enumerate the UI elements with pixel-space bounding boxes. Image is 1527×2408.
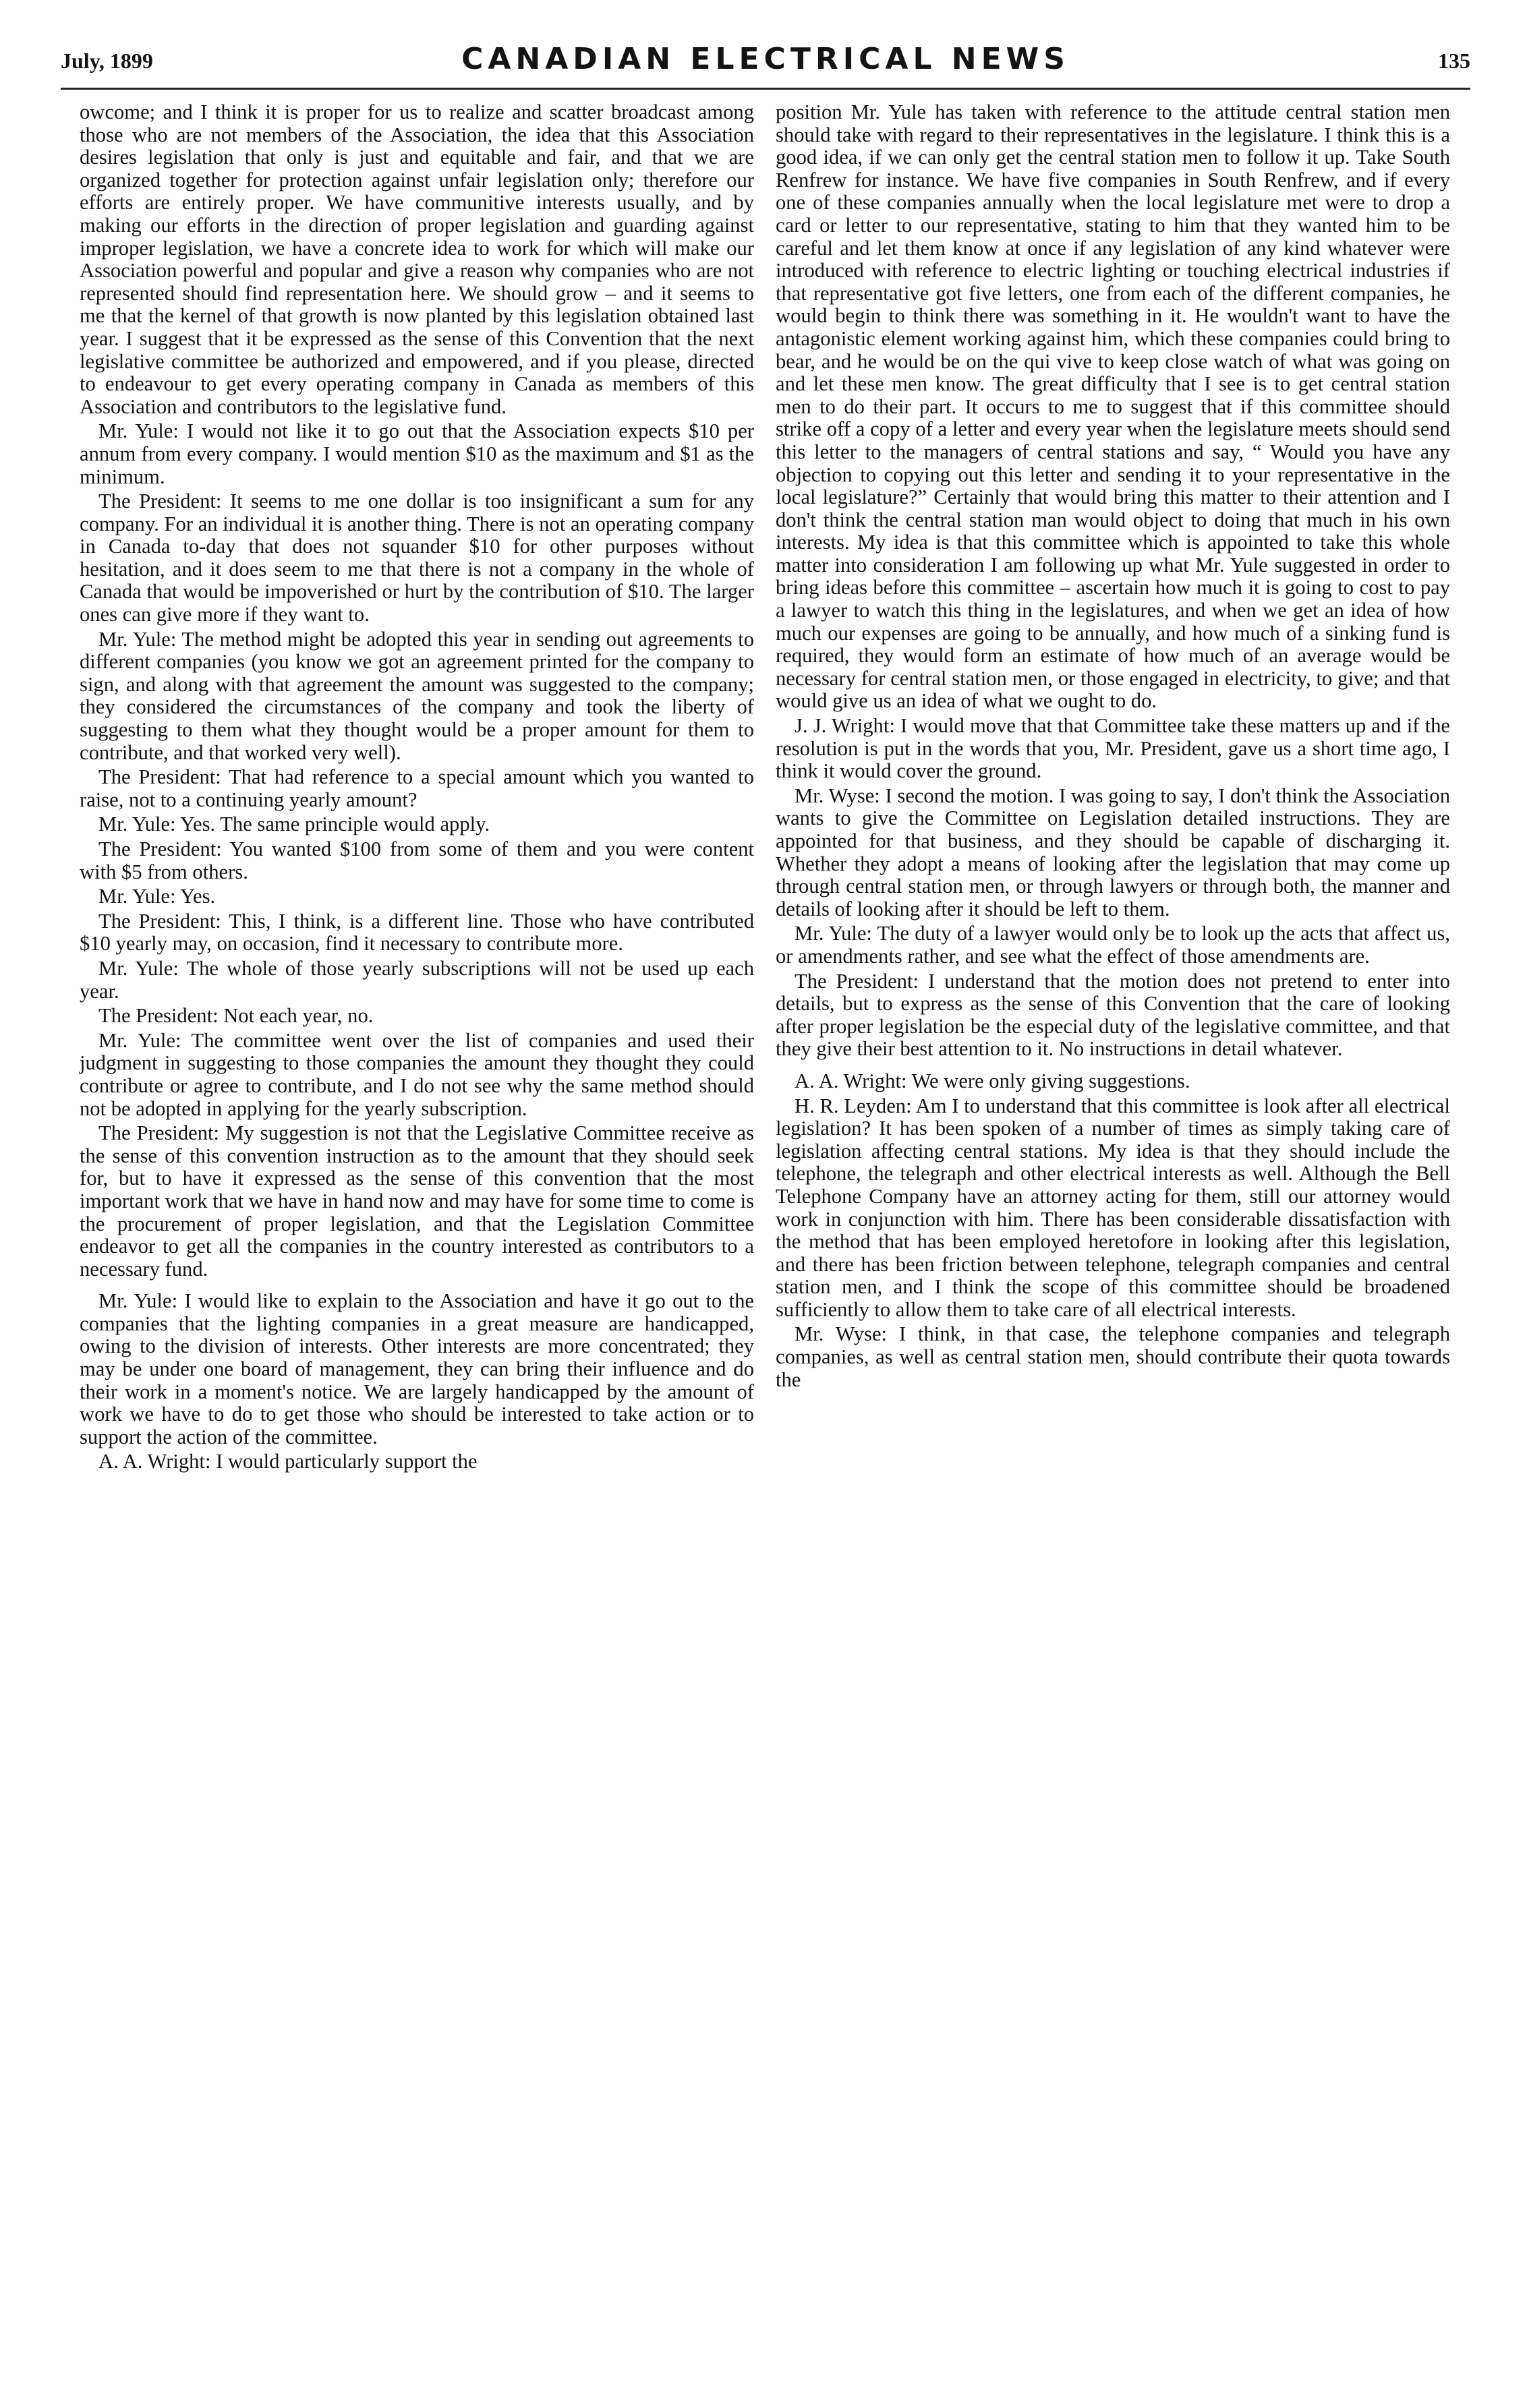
paragraph: Mr. Yule: The duty of a lawyer would only be to look up the acts that affect us, or amendments rather, and see what the effect of those amendments are.	[776, 922, 1450, 968]
publication-title: CANADIAN ELECTRICAL NEWS	[461, 42, 1070, 76]
paragraph: The President: Not each year, no.	[98, 1004, 374, 1028]
paragraph: J. J. Wright: I would move that that Committee take these matters up and if the resolution is put in the words that you, Mr. President, gave us a short time ago, I think it would cover the ground.	[776, 714, 1450, 783]
issue-date: July, 1899	[61, 49, 153, 73]
paragraph: Mr. Yule: I would not like it to go out that the Association expects $10 per annum from every company. I would mention $10 as the maximum and $1 as the minimum.	[80, 419, 754, 488]
paragraph: Mr. Yule: Yes.	[98, 885, 216, 908]
paragraph: The President: I understand that the motion does not pretend to enter into details, but to express as the sense of this Convention that the care of looking after proper legislation be the especial duty of the legislative committee, and that they give their best attention to it. No instructions in detail whatever.	[776, 969, 1450, 1061]
paragraph: The President: My suggestion is not that the Legislative Committee receive as the sense of this convention instruction as to the amount that they should seek for, but to have it expressed as the sense of this convention that the most important work that we have in hand now and may have for some time to come is the procurement of proper legislation, and that the Legislation Committee endeavor to get all the companies in the country interested as contributors to a necessary fund.	[80, 1121, 754, 1281]
page-header	[61, 39, 1470, 86]
paragraph: The President: You wanted $100 from some of them and you were content with $5 from others.	[80, 838, 754, 883]
paragraph: The President: This, I think, is a different line. Those who have contributed $10 yearly may, on occasion, find it necessary to contribute more.	[80, 909, 754, 956]
paragraph: position Mr. Yule has taken with reference to the attitude central station men should take with regard to their representatives in the legislature. I think this is a good idea, if we can only get the central station men to follow it up. Take South Renfrew for instance. We have five companies in South Renfrew, and if every one of these companies annually when the local legislature met were to drop a card or letter to our representative, stating to him that they wanted him to be careful and let them know at once if any legislation of any kind whatever were introduced with reference to electric lighting or touching electrical industries if that representative got five letters, one from each of the different companies, he would begin to think there was something in it. He wouldn't want to have the antagonistic element working against him, which these companies could bring to bear, and he would be on the qui vive to keep close watch of what was going on and let these men know. The great difficulty that I see is to get central station men to do their part. It occurs to me to suggest that if this committee should strike off a copy of a letter and every year when the legislature meets should send this letter to the managers of central stations and say, “ Would you have any objection to copying out this letter and sending it to your representative in the local legislature?” Certainly that would bring this matter to their attention and I don't think the central station man would object to doing that much in his own interests. My idea is that this committee which is appointed to take this whole matter into consideration I am following up what Mr. Yule suggested in order to bring ideas before this committee – ascertain how much it is going to cost to pay a lawyer to watch this thing in the legislatures, and when we get an idea of how much our expenses are going to be annually, and how much of a sinking fund is required, they would form an estimate of how much of an average would be necessary for central station men, or those engaged in electricity, to give; and that would give us an idea of what we ought to do.	[776, 100, 1450, 713]
paragraph: The President: It seems to me one dollar is too insignificant a sum for any company. For an individual it is another thing. There is not an operating company in Canada to-day that does not squander $10 for other purposes without hesitation, and it does seem to me that there is not a company in the whole of Canada that would be impoverished or hurt by the contribution of $10. The larger ones can give more if they want to.	[80, 490, 754, 626]
right-column	[776, 101, 1450, 1393]
paragraph: Mr. Yule: The whole of those yearly subscriptions will not be used up each year.	[80, 956, 754, 1003]
paragraph: Mr. Wyse: I second the motion. I was going to say, I don't think the Association wants to give the Committee on Legislation detailed instructions. They are appointed for that business, and they should be capable of discharging it. Whether they adopt a means of looking after the legislation that may come up through central station men, or through lawyers or through both, the manner and details of looking after it should be left to them.	[776, 784, 1450, 920]
paragraph: Mr. Yule: The committee went over the list of companies and used their judgment in suggesting to those companies the amount they thought they could contribute or agree to contribute, and I do not see why the same method should not be adopted in applying for the yearly subscription.	[80, 1028, 754, 1120]
paragraph: A. A. Wright: I would particularly support the	[98, 1450, 478, 1473]
paragraph: Mr. Yule: The method might be adopted this year in sending out agreements to different companies (you know we got an agreement printed for the company to sign, and along with that agreement the amount was suggested to the company; they considered the circumstances of the company and took the liberty of suggesting to them what they thought would be a proper amount for them to contribute, and that worked very well).	[80, 627, 754, 764]
paragraph: The President: That had reference to a special amount which you wanted to raise, not to a continuing yearly amount?	[80, 765, 754, 811]
paragraph: Mr. Yule: Yes. The same principle would apply.	[98, 813, 490, 836]
header-rule	[61, 88, 1470, 90]
paragraph: owcome; and I think it is proper for us to realize and scatter broadcast among those who are not members of the Association, the idea that this Association desires legislation that only is just and equitable and fair, and that we are organized together for protection against unfair legislation only; therefore our efforts are entirely proper. We have communitive interests usually, and by making our efforts in the direction of proper legislation and guarding against improper legislation, we have a concrete idea to work for which will make our Association powerful and popular and give a reason why companies who are not represented should find representation here. We should grow – and it seems to me that the kernel of that growth is now planted by this legislation obtained last year. I suggest that it be expressed as the sense of this Convention that the next legislative committee be authorized and empowered, and if you please, directed to endeavour to get every operating company in Canada as members of this Association and contributors to the legislative fund.	[80, 100, 754, 418]
paragraph: Mr. Wyse: I think, in that case, the telephone companies and telegraph companies, as well as central station men, should contribute their quota towards the	[776, 1322, 1450, 1391]
paragraph: Mr. Yule: I would like to explain to the Association and have it go out to the companies that the lighting companies in a great measure are handicapped, owing to the division of interests. Other interests are more concentrated; they may be under one board of management, they can bring their influence and do their work in a moment's notice. We are largely handicapped by the amount of work we have to do to get those who should be interested to take action or to support the action of the committee.	[80, 1289, 754, 1448]
left-column	[80, 101, 754, 1475]
page-number: 135	[1438, 49, 1470, 73]
paragraph: A. A. Wright: We were only giving suggestions.	[795, 1069, 1190, 1092]
paragraph: H. R. Leyden: Am I to understand that this committee is look after all electrical legislation? It has been spoken of a number of times as simply taking care of legislation affecting central stations. My idea is that they should include the telephone, the telegraph and other electrical interests as well. Although the Bell Telephone Company have an attorney acting for them, still our attorney would work in conjunction with him. There has been considerable dissatisfaction with the method that has been employed heretofore in looking after this legislation, and there has been friction between telephone, telegraph companies and central station men, and I think the scope of this committee should be broadened sufficiently to allow them to take care of all electrical interests.	[776, 1094, 1450, 1321]
